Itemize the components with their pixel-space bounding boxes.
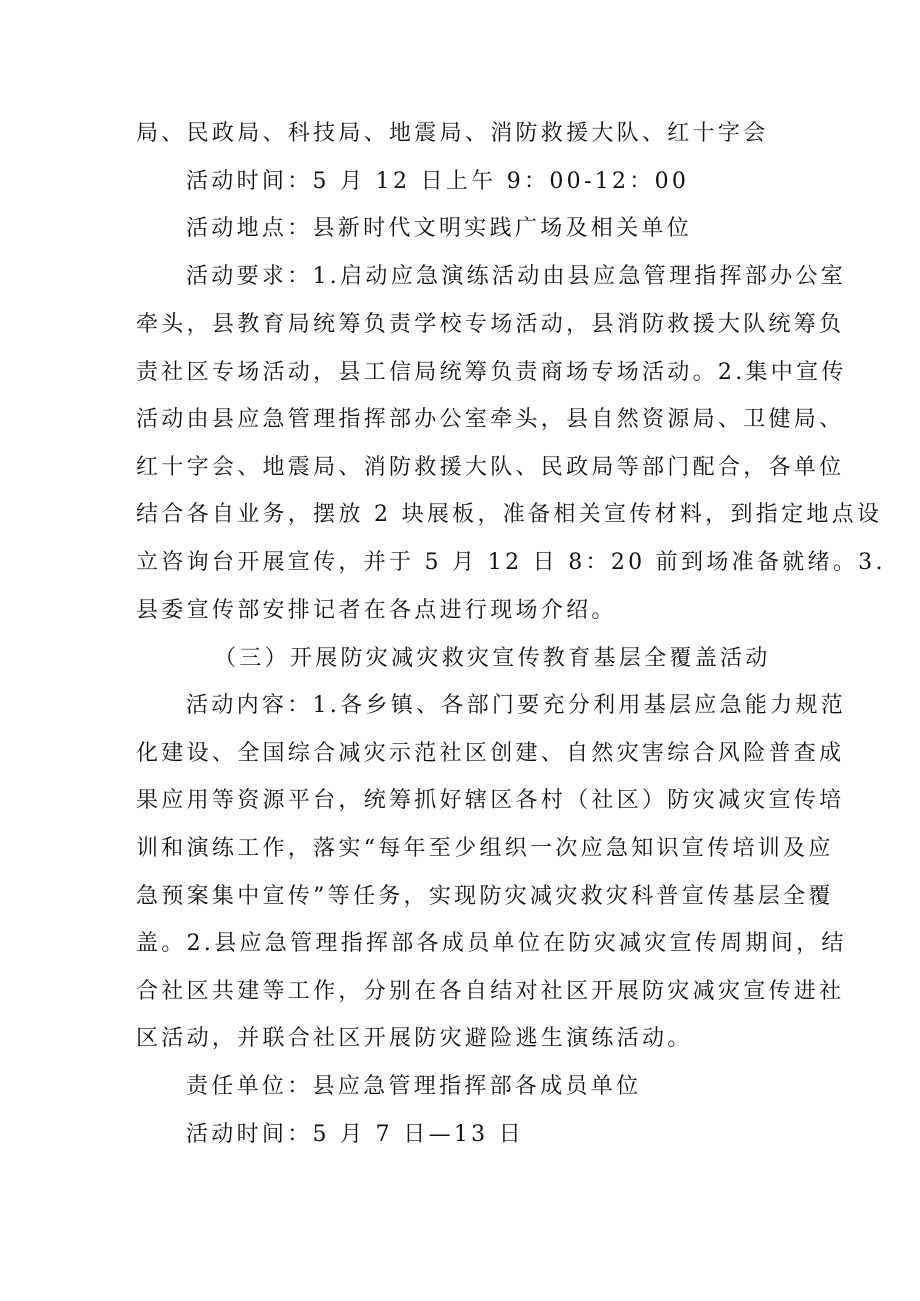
text-line: 区活动，并联合社区开展防灾避险逃生演练活动。 bbox=[136, 1026, 693, 1051]
text-line: 责社区专场活动，县工信局统筹负责商场专场活动。2.集中宣传 bbox=[136, 360, 847, 385]
activity-time-line: 活动时间：5 月 12 日上午 9：00-12：00 bbox=[186, 169, 690, 194]
text-line: 县委宣传部安排记者在各点进行现场介绍。 bbox=[136, 598, 617, 623]
text-line: 局、民政局、科技局、地震局、消防救援大队、红十字会 bbox=[136, 121, 769, 146]
text-line: 训和演练工作，落实“每年至少组织一次应急知识宣传培训及应 bbox=[136, 836, 834, 861]
activity-content-line: 活动内容：1.各乡镇、各部门要充分利用基层应急能力规范 bbox=[186, 693, 847, 718]
activity-requirements-line: 活动要求：1.启动应急演练活动由县应急管理指挥部办公室 bbox=[186, 264, 847, 289]
activity-location-line: 活动地点：县新时代文明实践广场及相关单位 bbox=[186, 216, 693, 241]
text-line: 合社区共建等工作，分别在各自结对社区开展防灾减灾宣传进社 bbox=[136, 979, 845, 1004]
section-heading: （三）开展防灾减灾救灾宣传教育基层全覆盖活动 bbox=[214, 646, 771, 671]
text-line: 活动由县应急管理指挥部办公室牵头，县自然资源局、卫健局、 bbox=[136, 407, 845, 432]
text-line: 急预案集中宣传”等任务，实现防灾减灾救灾科普宣传基层全覆 bbox=[136, 884, 834, 909]
text-line: 盖。2.县应急管理指挥部各成员单位在防灾减灾宣传周期间，结 bbox=[136, 931, 847, 956]
text-line: 果应用等资源平台，统筹抓好辖区各村（社区）防灾减灾宣传培 bbox=[136, 788, 845, 813]
responsible-unit-line: 责任单位：县应急管理指挥部各成员单位 bbox=[186, 1074, 642, 1099]
text-line: 结合各自业务，摆放 2 块展板，准备相关宣传材料，到指定地点设 bbox=[136, 502, 883, 527]
text-line: 化建设、全国综合减灾示范社区创建、自然灾害综合风险普查成 bbox=[136, 741, 845, 766]
text-line: 牵头，县教育局统筹负责学校专场活动，县消防救援大队统筹负 bbox=[136, 312, 845, 337]
text-line: 立咨询台开展宣传，并于 5 月 12 日 8：20 前到场准备就绪。3. bbox=[136, 550, 886, 575]
activity-time-line: 活动时间：5 月 7 日—13 日 bbox=[186, 1122, 525, 1147]
text-line: 红十字会、地震局、消防救援大队、民政局等部门配合，各单位 bbox=[136, 455, 845, 480]
